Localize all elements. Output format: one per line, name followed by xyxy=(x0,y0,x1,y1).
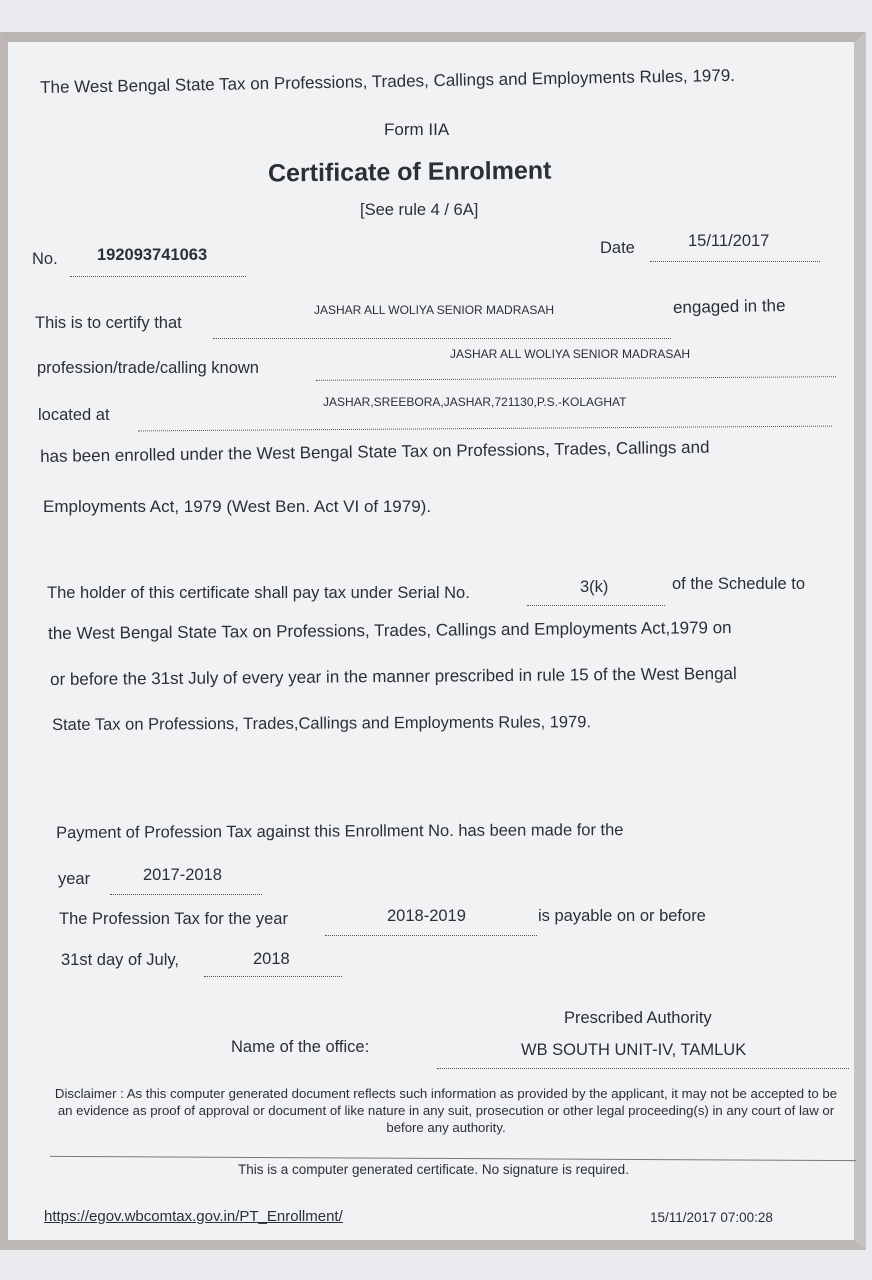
enrollment-url-link[interactable]: https://egov.wbcomtax.gov.in/PT_Enrollment/ xyxy=(44,1208,343,1225)
located-label: located at xyxy=(38,406,110,424)
engaged-label: engaged in the xyxy=(672,296,786,317)
serial-underline xyxy=(527,605,665,606)
computer-generated-note: This is a computer generated certificate. No signature is required. xyxy=(238,1162,629,1177)
due-year-value: 2018 xyxy=(253,950,290,968)
known-as-name: JASHAR ALL WOLIYA SENIOR MADRASAH xyxy=(450,347,691,361)
paid-year-underline xyxy=(110,894,262,895)
address-value: JASHAR,SREEBORA,JASHAR,721130,P.S.-KOLAGHAT xyxy=(323,395,627,409)
due-label: 31st day of July, xyxy=(61,951,180,969)
office-value: WB SOUTH UNIT-IV, TAMLUK xyxy=(521,1041,747,1059)
holder-line-3: or before the 31st July of every year in the manner prescribed in rule 15 of the West Bengal xyxy=(50,664,737,689)
certify-label: This is to certify that xyxy=(35,314,182,332)
office-label: Name of the office: xyxy=(231,1038,370,1056)
schedule-label: of the Schedule to xyxy=(672,575,806,593)
date-value: 15/11/2017 xyxy=(688,232,770,250)
prescribed-authority: Prescribed Authority xyxy=(564,1009,712,1027)
holder-name-underline xyxy=(213,338,671,339)
date-label: Date xyxy=(600,239,635,257)
enrolled-line-1: has been enrolled under the West Bengal State Tax on Professions, Trades, Callings and xyxy=(40,437,710,466)
holder-line-4: State Tax on Professions, Trades,Callings and Employments Rules, 1979. xyxy=(52,713,592,734)
payable-label: is payable on or before xyxy=(538,907,706,925)
certificate-title: Certificate of Enrolment xyxy=(267,156,552,188)
office-underline xyxy=(437,1068,849,1069)
holder-name: JASHAR ALL WOLIYA SENIOR MADRASAH xyxy=(314,303,555,317)
due-year-underline xyxy=(204,976,342,977)
holder-line-2: the West Bengal State Tax on Professions, Trades, Callings and Employments Act,1979 on xyxy=(48,618,732,643)
form-number: Form IIA xyxy=(384,120,450,139)
tax-year-underline xyxy=(325,935,537,936)
date-underline xyxy=(650,261,820,262)
profession-label: profession/trade/calling known xyxy=(37,359,259,377)
enrolled-line-2: Employments Act, 1979 (West Ben. Act VI of 1979). xyxy=(43,497,432,516)
tax-year-value: 2018-2019 xyxy=(387,907,466,925)
serial-number: 3(k) xyxy=(580,578,609,596)
paid-year-value: 2017-2018 xyxy=(143,866,222,884)
enrolment-number: 192093741063 xyxy=(97,246,208,264)
disclaimer-text: Disclaimer : As this computer generated document reflects such information as provided by the applicant, it may not be accepted to be an evidence as proof of approval or document of like nature in any suit, prosecution or other legal proceeding(s) in any court of law or before any authority. xyxy=(54,1086,838,1135)
rules-title: The West Bengal State Tax on Professions, Trades, Callings and Employments Rules, 1979. xyxy=(40,65,736,97)
rule-reference: [See rule 4 / 6A] xyxy=(360,201,479,219)
year-label: year xyxy=(58,870,91,888)
holder-line-1: The holder of this certificate shall pay tax under Serial No. xyxy=(47,584,470,602)
number-label: No. xyxy=(32,250,58,268)
payment-line-1: Payment of Profession Tax against this Enrollment No. has been made for the xyxy=(56,821,624,842)
tax-year-label: The Profession Tax for the year xyxy=(59,910,288,928)
footer-timestamp: 15/11/2017 07:00:28 xyxy=(650,1210,773,1225)
number-underline xyxy=(70,276,246,277)
